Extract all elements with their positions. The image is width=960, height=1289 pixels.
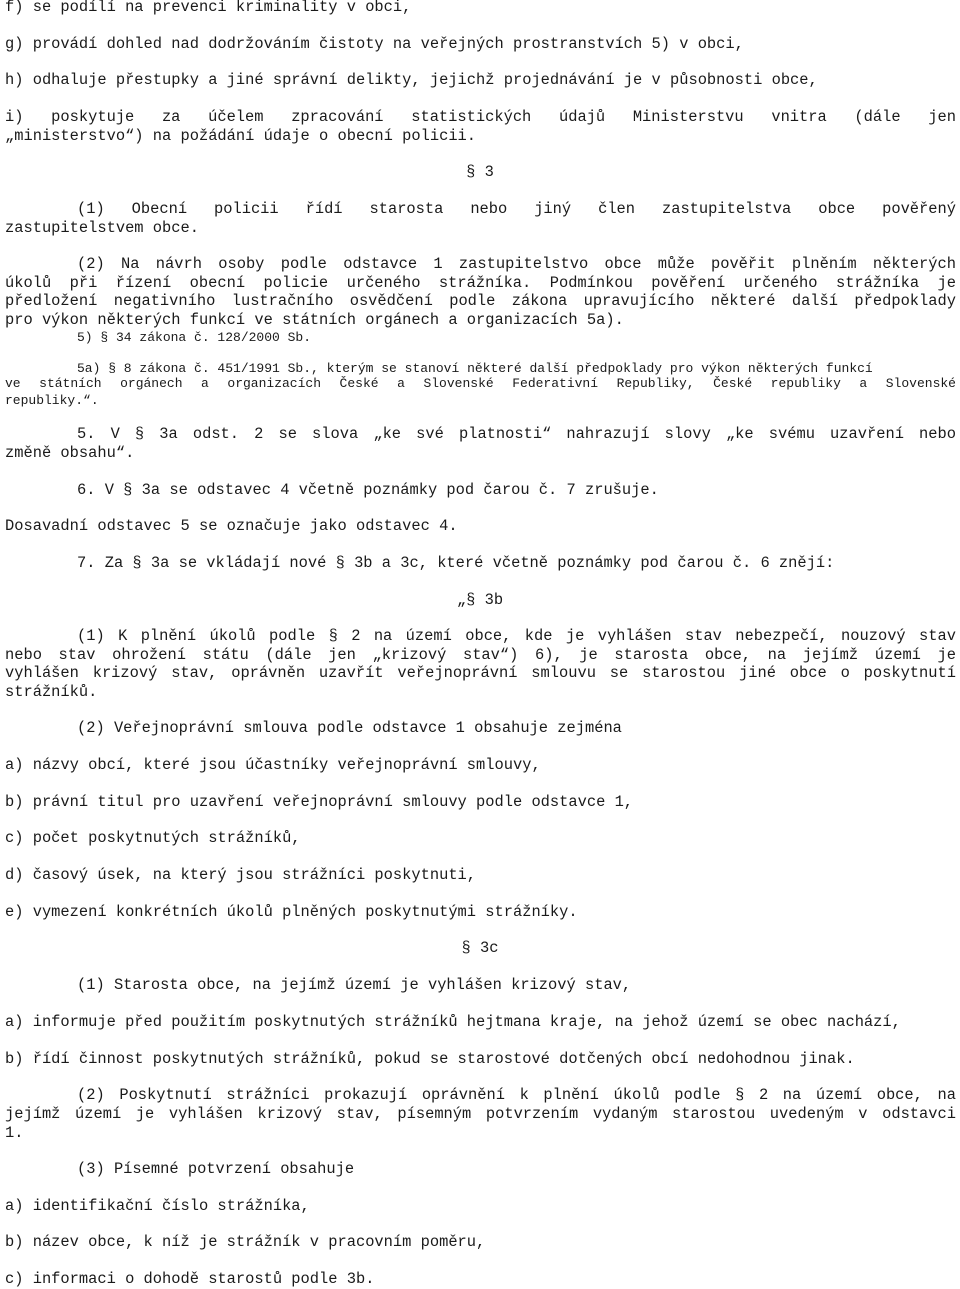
section-heading: § 3 <box>466 163 494 181</box>
section-heading: „§ 3b <box>456 591 504 609</box>
paragraph-line: Dosavadní odstavec 5 se označuje jako odstavec 4. <box>5 517 458 535</box>
paragraph-line: h) odhaluje přestupky a jiné správní delikty, jejichž projednávání je v působnosti obce, <box>5 71 818 89</box>
list-item: e) vymezení konkrétních úkolů plněných poskytnutými strážníky. <box>5 903 578 921</box>
paragraph-line: předložení negativního lustračního osvědčení podle zákona upravujícího některé další předpoklady <box>5 292 956 310</box>
list-item: b) název obce, k níž je strážník v pracovním poměru, <box>5 1233 486 1251</box>
paragraph-line: (1) Obecní policii řídí starosta nebo jiný člen zastupitelstva obce pověřený <box>77 200 956 218</box>
paragraph-line: (2) Poskytnutí strážníci prokazují oprávnění k plnění úkolů podle § 2 na území obce, na <box>77 1086 956 1104</box>
paragraph-line: (3) Písemné potvrzení obsahuje <box>77 1160 355 1178</box>
paragraph-line: f) se podílí na prevenci kriminality v obci, <box>5 0 412 16</box>
paragraph-line: zastupitelstvem obce. <box>5 219 199 237</box>
paragraph-line: i) poskytuje za účelem zpracování statistických údajů Ministerstvu vnitra (dále jen <box>5 108 956 126</box>
list-item: c) informaci o dohodě starostů podle 3b. <box>5 1270 375 1288</box>
footnote-line: 5a) § 8 zákona č. 451/1991 Sb., kterým se stanoví některé další předpoklady pro výkon některých funkcí <box>77 361 873 376</box>
list-item: c) počet poskytnutých strážníků, <box>5 829 301 847</box>
paragraph-line: (1) Starosta obce, na jejímž území je vyhlášen krizový stav, <box>77 976 632 994</box>
paragraph-line: (2) Na návrh osoby podle odstavce 1 zastupitelstvo obce může pověřit plněním některých <box>77 255 956 273</box>
list-item: b) řídí činnost poskytnutých strážníků, pokud se starostové dotčených obcí nedohodnou jinak. <box>5 1050 855 1068</box>
paragraph-line: „ministerstvo“) na požádání údaje o obecní policii. <box>5 127 477 145</box>
paragraph-line: (1) K plnění úkolů podle § 2 na území obce, kde je vyhlášen stav nebezpečí, nouzový stav <box>77 627 956 645</box>
paragraph-line: úkolů při řízení obecní policie určeného strážníka. Podmínkou pověření určeného strážníka je <box>5 274 956 292</box>
list-item: a) identifikační číslo strážníka, <box>5 1197 310 1215</box>
list-item: b) právní titul pro uzavření veřejnoprávní smlouvy podle odstavce 1, <box>5 793 634 811</box>
paragraph-line: g) provádí dohled nad dodržováním čistoty na veřejných prostranstvích 5) v obci, <box>5 35 744 53</box>
paragraph-line: 5. V § 3a odst. 2 se slova „ke své platnosti“ nahrazují slovy „ke svému uzavření nebo <box>77 425 956 443</box>
paragraph-line: pro výkon některých funkcí ve státních orgánech a organizacích 5a). <box>5 311 624 329</box>
paragraph-line: nebo stav ohrožení státu (dále jen „krizový stav“) 6), je starosta obce, na jejímž území je <box>5 646 956 664</box>
list-item: a) názvy obcí, které jsou účastníky veřejnoprávní smlouvy, <box>5 756 541 774</box>
paragraph-line: změně obsahu“. <box>5 444 135 462</box>
paragraph-line: 6. V § 3a se odstavec 4 včetně poznámky pod čarou č. 7 zrušuje. <box>77 481 659 499</box>
section-heading: § 3c <box>461 939 499 957</box>
paragraph-line: strážníků. <box>5 683 98 701</box>
footnote-line: republiky.“. <box>5 393 99 408</box>
paragraph-line: (2) Veřejnoprávní smlouva podle odstavce 1 obsahuje zejména <box>77 719 622 737</box>
footnote-line: ve státních orgánech a organizacích České a Slovenské Federativní Republiky, České republiky a Slovenské <box>5 376 956 391</box>
paragraph-line: 1. <box>5 1124 24 1142</box>
paragraph-line: vyhlášen krizový stav, oprávněn uzavřít veřejnoprávní smlouvu se starostou jiné obce o poskytnutí <box>5 664 956 682</box>
list-item: a) informuje před použitím poskytnutých strážníků hejtmana kraje, na jehož území se obec nachází, <box>5 1013 901 1031</box>
paragraph-line: 7. Za § 3a se vkládají nové § 3b a 3c, které včetně poznámky pod čarou č. 6 znějí: <box>77 554 835 572</box>
list-item: d) časový úsek, na který jsou strážníci poskytnuti, <box>5 866 477 884</box>
footnote-line: 5) § 34 zákona č. 128/2000 Sb. <box>77 330 312 345</box>
paragraph-line: jejímž území je vyhlášen krizový stav, písemným potvrzením vydaným starostou uvedeným v odstavci <box>5 1105 956 1123</box>
